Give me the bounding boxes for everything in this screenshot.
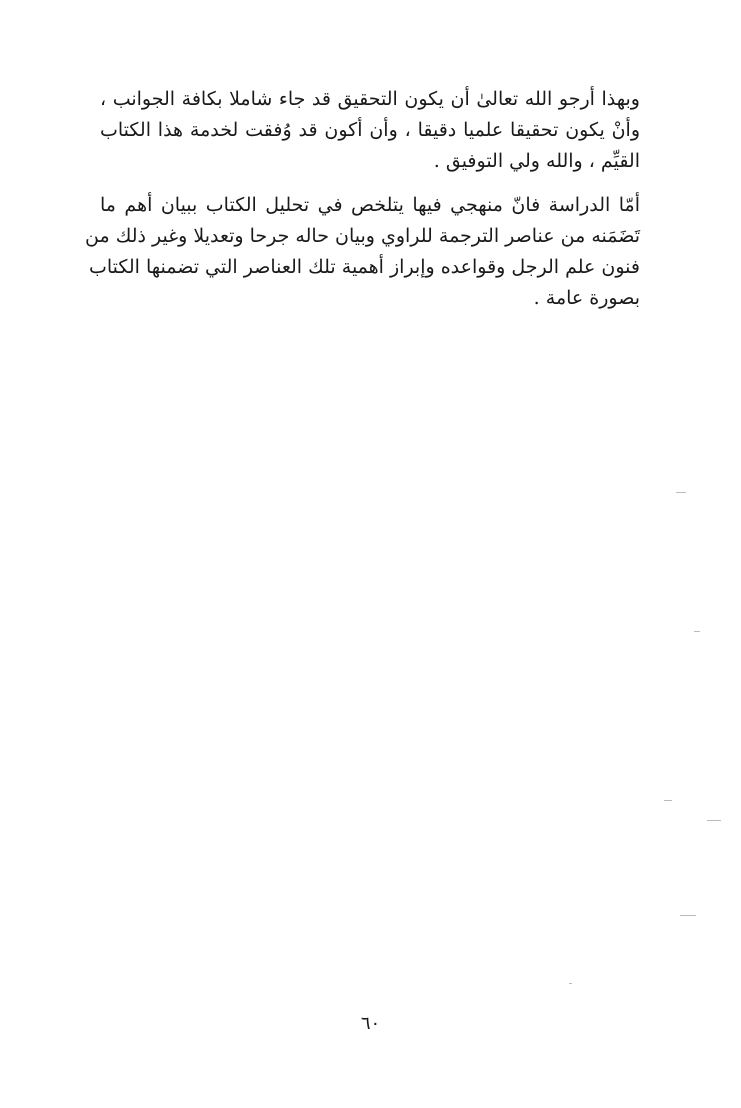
paragraph-1 — [100, 84, 640, 177]
paragraph-1-line-3: القيِّم ، والله ولي التوفيق . — [433, 150, 640, 172]
paragraph-2-line-4: بصورة عامة . — [533, 287, 640, 309]
scan-speck — [676, 492, 686, 493]
scan-speck — [569, 983, 572, 984]
scan-speck — [680, 915, 696, 916]
scan-speck — [664, 800, 672, 801]
paragraph-2 — [85, 190, 640, 314]
paragraph-2-line-3: فنون علم الرجل وقواعده وإبراز أهمية تلك العناصر التي تضمنها الكتاب — [88, 256, 640, 278]
page-number: ٦٠ — [360, 1013, 381, 1034]
paragraph-1-line-2: وأنْ يكون تحقيقا علميا دقيقا ، وأن أكون قد وُفقت لخدمة هذا الكتاب — [100, 119, 640, 141]
scan-speck — [707, 820, 721, 821]
paragraph-1-line-1: وبهذا أرجو الله تعالىٰ أن يكون التحقيق قد جاء شاملا بكافة الجوانب ، — [100, 88, 640, 110]
scan-speck — [694, 631, 700, 632]
paragraph-2-line-2: تَضَمَنه من عناصر الترجمة للراوي وبيان حاله جرحا وتعديلا وغير ذلك من — [85, 225, 640, 247]
paragraph-2-line-1: أمّا الدراسة فانّ منهجي فيها يتلخص في تحليل الكتاب ببيان أهم ما — [100, 194, 640, 216]
